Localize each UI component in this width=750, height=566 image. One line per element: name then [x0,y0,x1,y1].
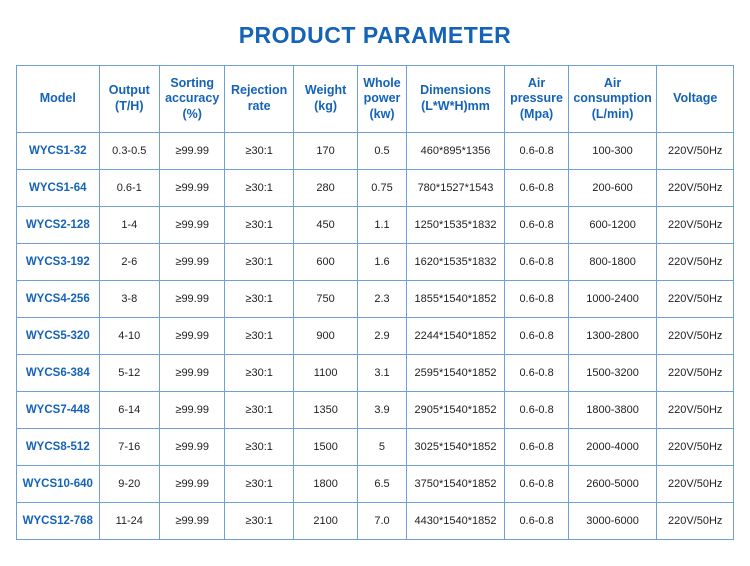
cell-model: WYCS8-512 [17,429,100,466]
cell-sorting-accuracy: ≥99.99 [159,133,224,170]
cell-rejection-rate: ≥30:1 [225,170,293,207]
column-header-air-pressure-line1: Air pressure [510,75,563,106]
cell-weight: 1800 [293,466,357,503]
cell-rejection-rate: ≥30:1 [225,466,293,503]
cell-voltage: 220V/50Hz [657,244,734,281]
cell-model: WYCS2-128 [17,207,100,244]
cell-model: WYCS1-32 [17,133,100,170]
cell-output: 3-8 [99,281,159,318]
column-header-rejection-rate [225,66,293,133]
column-header-dimensions-line2: (L*W*H)mm [421,99,490,113]
table-row [17,133,734,170]
cell-voltage: 220V/50Hz [657,318,734,355]
column-header-output [99,66,159,133]
cell-output: 6-14 [99,392,159,429]
cell-air-pressure: 0.6-0.8 [505,281,568,318]
cell-whole-power: 2.3 [358,281,406,318]
column-header-sorting-accuracy-line2: (%) [182,106,202,121]
cell-weight: 900 [293,318,357,355]
cell-model: WYCS1-64 [17,170,100,207]
column-header-voltage-line1: Voltage [673,91,718,106]
cell-air-consumption: 1000-2400 [568,281,657,318]
cell-dimensions: 2244*1540*1852 [406,318,505,355]
cell-air-consumption: 1500-3200 [568,355,657,392]
cell-air-pressure: 0.6-0.8 [505,355,568,392]
cell-dimensions: 4430*1540*1852 [406,503,505,540]
cell-weight: 450 [293,207,357,244]
cell-rejection-rate: ≥30:1 [225,133,293,170]
cell-voltage: 220V/50Hz [657,170,734,207]
cell-whole-power: 0.5 [358,133,406,170]
cell-dimensions: 3750*1540*1852 [406,466,505,503]
cell-air-pressure: 0.6-0.8 [505,244,568,281]
table-row [17,355,734,392]
cell-sorting-accuracy: ≥99.99 [159,429,224,466]
column-header-air-consumption-line2: (L/min) [591,106,634,121]
cell-weight: 280 [293,170,357,207]
cell-weight: 1350 [293,392,357,429]
cell-dimensions: 2905*1540*1852 [406,392,505,429]
cell-model: WYCS10-640 [17,466,100,503]
column-header-whole-power [358,66,406,133]
cell-model: WYCS4-256 [17,281,100,318]
column-header-air-pressure-line2: (Mpa) [519,106,554,121]
cell-sorting-accuracy: ≥99.99 [159,207,224,244]
column-header-whole-power-line1: Whole power [363,75,401,106]
cell-weight: 1100 [293,355,357,392]
column-header-output-line1: Output [108,83,150,98]
table-row [17,244,734,281]
table-row [17,170,734,207]
column-header-model [17,66,100,133]
cell-voltage: 220V/50Hz [657,392,734,429]
column-header-air-pressure [505,66,568,133]
cell-voltage: 220V/50Hz [657,355,734,392]
table-row [17,207,734,244]
table-row [17,429,734,466]
cell-dimensions: 1250*1535*1832 [406,207,505,244]
cell-air-consumption: 200-600 [568,170,657,207]
cell-model: WYCS6-384 [17,355,100,392]
cell-dimensions: 1620*1535*1832 [406,244,505,281]
table-header-row [17,66,734,133]
cell-sorting-accuracy: ≥99.99 [159,281,224,318]
cell-rejection-rate: ≥30:1 [225,392,293,429]
cell-voltage: 220V/50Hz [657,466,734,503]
cell-sorting-accuracy: ≥99.99 [159,244,224,281]
parameter-table-container [0,65,750,540]
cell-whole-power: 3.9 [358,392,406,429]
cell-voltage: 220V/50Hz [657,207,734,244]
column-header-model-line1: Model [39,91,76,106]
cell-weight: 600 [293,244,357,281]
cell-air-consumption: 1800-3800 [568,392,657,429]
cell-whole-power: 7.0 [358,503,406,540]
cell-air-consumption: 100-300 [568,133,657,170]
cell-model: WYCS3-192 [17,244,100,281]
column-header-weight-line2: (kg) [314,99,338,113]
table-row [17,318,734,355]
table-row [17,392,734,429]
cell-air-consumption: 2600-5000 [568,466,657,503]
cell-air-pressure: 0.6-0.8 [505,503,568,540]
cell-dimensions: 2595*1540*1852 [406,355,505,392]
cell-dimensions: 460*895*1356 [406,133,505,170]
cell-model: WYCS7-448 [17,392,100,429]
cell-air-consumption: 2000-4000 [568,429,657,466]
column-header-sorting-accuracy-line1: Sorting accuracy [165,75,220,106]
column-header-weight-line1: Weight [304,83,347,98]
cell-whole-power: 2.9 [358,318,406,355]
table-body [17,133,734,540]
table-header [17,66,734,133]
cell-air-consumption: 1300-2800 [568,318,657,355]
cell-weight: 750 [293,281,357,318]
cell-output: 0.6-1 [99,170,159,207]
column-header-air-consumption [568,66,657,133]
cell-air-consumption: 600-1200 [568,207,657,244]
cell-whole-power: 1.1 [358,207,406,244]
cell-whole-power: 5 [358,429,406,466]
cell-voltage: 220V/50Hz [657,429,734,466]
column-header-sorting-accuracy [159,66,224,133]
cell-air-consumption: 800-1800 [568,244,657,281]
cell-whole-power: 6.5 [358,466,406,503]
product-parameter-table [16,65,734,540]
cell-air-pressure: 0.6-0.8 [505,429,568,466]
cell-output: 4-10 [99,318,159,355]
cell-output: 5-12 [99,355,159,392]
column-header-rejection-rate-line1: Rejection rate [231,83,288,113]
cell-voltage: 220V/50Hz [657,133,734,170]
cell-sorting-accuracy: ≥99.99 [159,318,224,355]
cell-sorting-accuracy: ≥99.99 [159,466,224,503]
cell-weight: 170 [293,133,357,170]
column-header-air-consumption-line1: Air consumption [573,75,652,106]
column-header-whole-power-line2: (kw) [369,106,395,121]
cell-dimensions: 3025*1540*1852 [406,429,505,466]
cell-whole-power: 1.6 [358,244,406,281]
cell-sorting-accuracy: ≥99.99 [159,503,224,540]
cell-output: 11-24 [99,503,159,540]
cell-air-pressure: 0.6-0.8 [505,466,568,503]
table-row [17,503,734,540]
cell-voltage: 220V/50Hz [657,281,734,318]
cell-dimensions: 1855*1540*1852 [406,281,505,318]
cell-whole-power: 0.75 [358,170,406,207]
column-header-dimensions-line1: Dimensions [420,83,491,98]
cell-sorting-accuracy: ≥99.99 [159,355,224,392]
table-row [17,281,734,318]
page-title: PRODUCT PARAMETER [238,22,512,48]
column-header-dimensions [406,66,505,133]
cell-air-consumption: 3000-6000 [568,503,657,540]
cell-rejection-rate: ≥30:1 [225,429,293,466]
cell-voltage: 220V/50Hz [657,503,734,540]
cell-rejection-rate: ≥30:1 [225,244,293,281]
cell-sorting-accuracy: ≥99.99 [159,170,224,207]
cell-air-pressure: 0.6-0.8 [505,392,568,429]
cell-model: WYCS12-768 [17,503,100,540]
cell-output: 0.3-0.5 [99,133,159,170]
cell-weight: 2100 [293,503,357,540]
cell-air-pressure: 0.6-0.8 [505,318,568,355]
cell-rejection-rate: ≥30:1 [225,355,293,392]
cell-rejection-rate: ≥30:1 [225,318,293,355]
cell-weight: 1500 [293,429,357,466]
cell-sorting-accuracy: ≥99.99 [159,392,224,429]
cell-air-pressure: 0.6-0.8 [505,170,568,207]
cell-air-pressure: 0.6-0.8 [505,133,568,170]
column-header-weight [293,66,357,133]
cell-dimensions: 780*1527*1543 [406,170,505,207]
column-header-output-line2: (T/H) [115,99,144,113]
table-row [17,466,734,503]
cell-model: WYCS5-320 [17,318,100,355]
cell-output: 7-16 [99,429,159,466]
column-header-voltage [657,66,734,133]
cell-rejection-rate: ≥30:1 [225,503,293,540]
cell-rejection-rate: ≥30:1 [225,207,293,244]
cell-air-pressure: 0.6-0.8 [505,207,568,244]
cell-whole-power: 3.1 [358,355,406,392]
cell-output: 2-6 [99,244,159,281]
cell-output: 1-4 [99,207,159,244]
cell-rejection-rate: ≥30:1 [225,281,293,318]
cell-output: 9-20 [99,466,159,503]
